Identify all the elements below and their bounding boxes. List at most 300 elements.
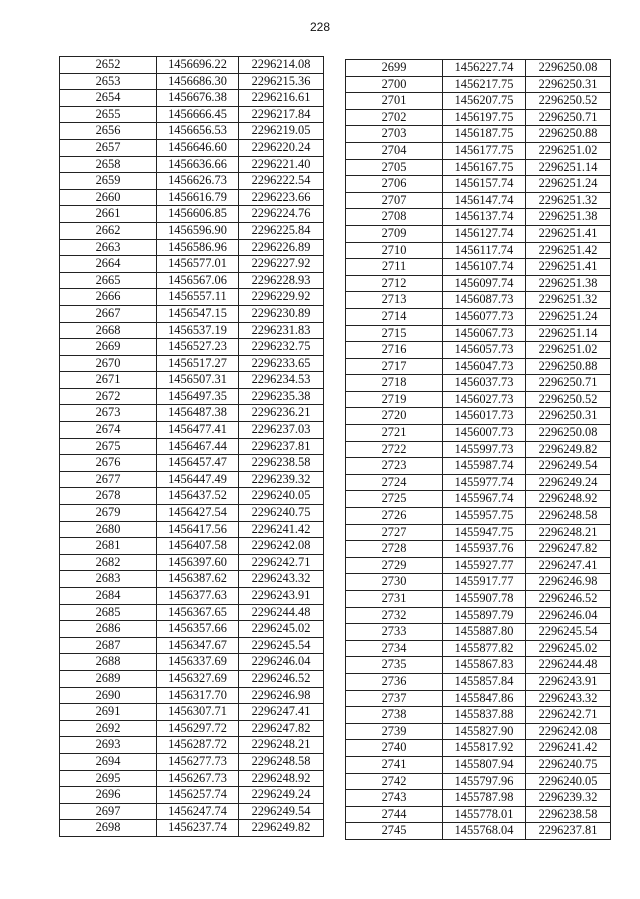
table-row [346, 60, 611, 77]
table-row [60, 720, 324, 737]
y-coordinate-cell: 2296250.52 [526, 391, 611, 408]
table-row [346, 126, 611, 143]
point-number-cell: 2738 [346, 707, 443, 724]
point-number-cell: 2714 [346, 308, 443, 325]
y-coordinate-cell: 2296220.24 [239, 139, 324, 156]
table-row [346, 690, 611, 707]
point-number-cell: 2699 [346, 60, 443, 77]
x-coordinate-cell: 1456407.58 [157, 538, 239, 555]
y-coordinate-cell: 2296250.88 [526, 126, 611, 143]
table-row [346, 209, 611, 226]
x-coordinate-cell: 1456337.69 [157, 654, 239, 671]
table-row [60, 687, 324, 704]
y-coordinate-cell: 2296249.24 [239, 787, 324, 804]
table-row [60, 621, 324, 638]
x-coordinate-cell: 1455837.88 [443, 707, 526, 724]
table-row [346, 225, 611, 242]
table-row [346, 425, 611, 442]
point-number-cell: 2703 [346, 126, 443, 143]
x-coordinate-cell: 1455967.74 [443, 491, 526, 508]
table-row [60, 305, 324, 322]
x-coordinate-cell: 1456247.74 [157, 803, 239, 820]
table-row [60, 505, 324, 522]
y-coordinate-cell: 2296250.08 [526, 425, 611, 442]
point-number-cell: 2682 [60, 554, 157, 571]
y-coordinate-cell: 2296238.58 [526, 806, 611, 823]
x-coordinate-cell: 1455977.74 [443, 474, 526, 491]
table-row [346, 790, 611, 807]
x-coordinate-cell: 1455877.82 [443, 640, 526, 657]
y-coordinate-cell: 2296247.82 [239, 720, 324, 737]
table-row [346, 740, 611, 757]
point-number-cell: 2705 [346, 159, 443, 176]
point-number-cell: 2713 [346, 292, 443, 309]
x-coordinate-cell: 1456656.53 [157, 123, 239, 140]
x-coordinate-cell: 1456417.56 [157, 521, 239, 538]
y-coordinate-cell: 2296250.71 [526, 375, 611, 392]
table-row [346, 673, 611, 690]
x-coordinate-cell: 1456527.23 [157, 339, 239, 356]
point-number-cell: 2745 [346, 823, 443, 840]
y-coordinate-cell: 2296237.03 [239, 422, 324, 439]
table-row [60, 637, 324, 654]
table-row [60, 123, 324, 140]
y-coordinate-cell: 2296250.52 [526, 93, 611, 110]
y-coordinate-cell: 2296251.14 [526, 159, 611, 176]
y-coordinate-cell: 2296246.04 [526, 607, 611, 624]
x-coordinate-cell: 1456567.06 [157, 272, 239, 289]
x-coordinate-cell: 1456537.19 [157, 322, 239, 339]
x-coordinate-cell: 1456696.22 [157, 57, 239, 74]
point-number-cell: 2725 [346, 491, 443, 508]
x-coordinate-cell: 1455857.84 [443, 673, 526, 690]
y-coordinate-cell: 2296246.98 [526, 574, 611, 591]
x-coordinate-cell: 1456666.45 [157, 106, 239, 123]
table-row [60, 173, 324, 190]
point-number-cell: 2652 [60, 57, 157, 74]
point-number-cell: 2672 [60, 388, 157, 405]
x-coordinate-cell: 1456427.54 [157, 505, 239, 522]
point-number-cell: 2737 [346, 690, 443, 707]
table-row [346, 773, 611, 790]
x-coordinate-cell: 1456257.74 [157, 787, 239, 804]
y-coordinate-cell: 2296229.92 [239, 289, 324, 306]
table-row [346, 325, 611, 342]
point-number-cell: 2706 [346, 176, 443, 193]
table-row [60, 106, 324, 123]
point-number-cell: 2656 [60, 123, 157, 140]
table-row [60, 289, 324, 306]
x-coordinate-cell: 1456686.30 [157, 73, 239, 90]
y-coordinate-cell: 2296242.08 [526, 723, 611, 740]
x-coordinate-cell: 1456267.73 [157, 770, 239, 787]
y-coordinate-cell: 2296222.54 [239, 173, 324, 190]
x-coordinate-cell: 1456017.73 [443, 408, 526, 425]
point-number-cell: 2683 [60, 571, 157, 588]
point-number-cell: 2694 [60, 753, 157, 770]
table-row [346, 541, 611, 558]
table-row [60, 206, 324, 223]
x-coordinate-cell: 1456397.60 [157, 554, 239, 571]
point-number-cell: 2733 [346, 624, 443, 641]
x-coordinate-cell: 1456586.96 [157, 239, 239, 256]
point-number-cell: 2695 [60, 770, 157, 787]
x-coordinate-cell: 1456297.72 [157, 720, 239, 737]
x-coordinate-cell: 1456147.74 [443, 192, 526, 209]
x-coordinate-cell: 1456137.74 [443, 209, 526, 226]
x-coordinate-cell: 1456097.74 [443, 275, 526, 292]
y-coordinate-cell: 2296247.41 [239, 704, 324, 721]
y-coordinate-cell: 2296240.05 [526, 773, 611, 790]
point-number-cell: 2673 [60, 405, 157, 422]
point-number-cell: 2707 [346, 192, 443, 209]
point-number-cell: 2728 [346, 541, 443, 558]
y-coordinate-cell: 2296251.38 [526, 275, 611, 292]
table-row [60, 355, 324, 372]
y-coordinate-cell: 2296251.02 [526, 142, 611, 159]
x-coordinate-cell: 1456447.49 [157, 471, 239, 488]
x-coordinate-cell: 1455847.86 [443, 690, 526, 707]
x-coordinate-cell: 1456387.62 [157, 571, 239, 588]
table-row [60, 538, 324, 555]
y-coordinate-cell: 2296246.04 [239, 654, 324, 671]
table-row [346, 275, 611, 292]
table-row [346, 375, 611, 392]
y-coordinate-cell: 2296251.24 [526, 176, 611, 193]
x-coordinate-cell: 1455817.92 [443, 740, 526, 757]
table-row [346, 508, 611, 525]
point-number-cell: 2696 [60, 787, 157, 804]
y-coordinate-cell: 2296225.84 [239, 222, 324, 239]
point-number-cell: 2680 [60, 521, 157, 538]
x-coordinate-cell: 1456636.66 [157, 156, 239, 173]
point-number-cell: 2717 [346, 358, 443, 375]
coordinate-table-right [345, 59, 611, 840]
x-coordinate-cell: 1456367.65 [157, 604, 239, 621]
table-row [60, 588, 324, 605]
y-coordinate-cell: 2296249.82 [239, 820, 324, 837]
y-coordinate-cell: 2296247.82 [526, 541, 611, 558]
point-number-cell: 2669 [60, 339, 157, 356]
y-coordinate-cell: 2296245.02 [239, 621, 324, 638]
x-coordinate-cell: 1456227.74 [443, 60, 526, 77]
x-coordinate-cell: 1455997.73 [443, 441, 526, 458]
table-row [346, 524, 611, 541]
y-coordinate-cell: 2296249.54 [239, 803, 324, 820]
point-number-cell: 2665 [60, 272, 157, 289]
x-coordinate-cell: 1456377.63 [157, 588, 239, 605]
x-coordinate-cell: 1456237.74 [157, 820, 239, 837]
table-row [60, 654, 324, 671]
y-coordinate-cell: 2296233.65 [239, 355, 324, 372]
point-number-cell: 2657 [60, 139, 157, 156]
table-row [346, 707, 611, 724]
point-number-cell: 2715 [346, 325, 443, 342]
table-row [60, 770, 324, 787]
y-coordinate-cell: 2296240.05 [239, 488, 324, 505]
point-number-cell: 2742 [346, 773, 443, 790]
y-coordinate-cell: 2296249.82 [526, 441, 611, 458]
table-row [60, 239, 324, 256]
y-coordinate-cell: 2296246.98 [239, 687, 324, 704]
y-coordinate-cell: 2296251.32 [526, 192, 611, 209]
x-coordinate-cell: 1456497.35 [157, 388, 239, 405]
table-row [346, 723, 611, 740]
point-number-cell: 2720 [346, 408, 443, 425]
y-coordinate-cell: 2296244.48 [526, 657, 611, 674]
x-coordinate-cell: 1456437.52 [157, 488, 239, 505]
point-number-cell: 2712 [346, 275, 443, 292]
point-number-cell: 2700 [346, 76, 443, 93]
y-coordinate-cell: 2296232.75 [239, 339, 324, 356]
point-number-cell: 2691 [60, 704, 157, 721]
x-coordinate-cell: 1455887.80 [443, 624, 526, 641]
point-number-cell: 2677 [60, 471, 157, 488]
x-coordinate-cell: 1456457.47 [157, 455, 239, 472]
table-row [60, 272, 324, 289]
point-number-cell: 2739 [346, 723, 443, 740]
x-coordinate-cell: 1456087.73 [443, 292, 526, 309]
x-coordinate-cell: 1456327.69 [157, 670, 239, 687]
table-row [346, 159, 611, 176]
table-row [346, 823, 611, 840]
point-number-cell: 2689 [60, 670, 157, 687]
table-row [346, 93, 611, 110]
x-coordinate-cell: 1455947.75 [443, 524, 526, 541]
point-number-cell: 2693 [60, 737, 157, 754]
x-coordinate-cell: 1455937.76 [443, 541, 526, 558]
y-coordinate-cell: 2296250.31 [526, 76, 611, 93]
x-coordinate-cell: 1456047.73 [443, 358, 526, 375]
x-coordinate-cell: 1456117.74 [443, 242, 526, 259]
y-coordinate-cell: 2296240.75 [526, 756, 611, 773]
y-coordinate-cell: 2296236.21 [239, 405, 324, 422]
table-row [346, 259, 611, 276]
point-number-cell: 2675 [60, 438, 157, 455]
table-row [346, 491, 611, 508]
table-row [346, 756, 611, 773]
x-coordinate-cell: 1455897.79 [443, 607, 526, 624]
x-coordinate-cell: 1456037.73 [443, 375, 526, 392]
point-number-cell: 2661 [60, 206, 157, 223]
x-coordinate-cell: 1455917.77 [443, 574, 526, 591]
x-coordinate-cell: 1456616.79 [157, 189, 239, 206]
y-coordinate-cell: 2296248.58 [239, 753, 324, 770]
x-coordinate-cell: 1455787.98 [443, 790, 526, 807]
point-number-cell: 2668 [60, 322, 157, 339]
y-coordinate-cell: 2296227.92 [239, 256, 324, 273]
point-number-cell: 2740 [346, 740, 443, 757]
point-number-cell: 2697 [60, 803, 157, 820]
point-number-cell: 2670 [60, 355, 157, 372]
y-coordinate-cell: 2296243.91 [239, 588, 324, 605]
y-coordinate-cell: 2296237.81 [526, 823, 611, 840]
y-coordinate-cell: 2296250.88 [526, 358, 611, 375]
table-row [60, 803, 324, 820]
x-coordinate-cell: 1455927.77 [443, 557, 526, 574]
x-coordinate-cell: 1456577.01 [157, 256, 239, 273]
point-number-cell: 2688 [60, 654, 157, 671]
table-row [346, 176, 611, 193]
point-number-cell: 2690 [60, 687, 157, 704]
table-row [346, 242, 611, 259]
table-row [60, 571, 324, 588]
point-number-cell: 2730 [346, 574, 443, 591]
y-coordinate-cell: 2296248.92 [526, 491, 611, 508]
table-row [60, 57, 324, 74]
table-row [346, 458, 611, 475]
table-row [60, 704, 324, 721]
y-coordinate-cell: 2296243.32 [239, 571, 324, 588]
y-coordinate-cell: 2296230.89 [239, 305, 324, 322]
point-number-cell: 2719 [346, 391, 443, 408]
point-number-cell: 2660 [60, 189, 157, 206]
table-row [346, 109, 611, 126]
table-row [346, 557, 611, 574]
point-number-cell: 2684 [60, 588, 157, 605]
x-coordinate-cell: 1456157.74 [443, 176, 526, 193]
x-coordinate-cell: 1456217.75 [443, 76, 526, 93]
y-coordinate-cell: 2296250.31 [526, 408, 611, 425]
point-number-cell: 2724 [346, 474, 443, 491]
x-coordinate-cell: 1456596.90 [157, 222, 239, 239]
page-number: 228 [309, 20, 331, 34]
x-coordinate-cell: 1456487.38 [157, 405, 239, 422]
point-number-cell: 2686 [60, 621, 157, 638]
y-coordinate-cell: 2296238.58 [239, 455, 324, 472]
x-coordinate-cell: 1456127.74 [443, 225, 526, 242]
table-row [60, 422, 324, 439]
y-coordinate-cell: 2296221.40 [239, 156, 324, 173]
y-coordinate-cell: 2296240.75 [239, 505, 324, 522]
table-row [346, 474, 611, 491]
x-coordinate-cell: 1456077.73 [443, 308, 526, 325]
y-coordinate-cell: 2296248.21 [526, 524, 611, 541]
x-coordinate-cell: 1456606.85 [157, 206, 239, 223]
point-number-cell: 2653 [60, 73, 157, 90]
point-number-cell: 2676 [60, 455, 157, 472]
coordinate-table-left [59, 56, 324, 837]
point-number-cell: 2655 [60, 106, 157, 123]
table-row [346, 358, 611, 375]
point-number-cell: 2723 [346, 458, 443, 475]
y-coordinate-cell: 2296250.08 [526, 60, 611, 77]
point-number-cell: 2716 [346, 342, 443, 359]
table-row [60, 787, 324, 804]
point-number-cell: 2741 [346, 756, 443, 773]
x-coordinate-cell: 1456676.38 [157, 90, 239, 107]
y-coordinate-cell: 2296215.36 [239, 73, 324, 90]
point-number-cell: 2710 [346, 242, 443, 259]
point-number-cell: 2727 [346, 524, 443, 541]
point-number-cell: 2671 [60, 372, 157, 389]
x-coordinate-cell: 1455807.94 [443, 756, 526, 773]
point-number-cell: 2685 [60, 604, 157, 621]
y-coordinate-cell: 2296246.52 [239, 670, 324, 687]
x-coordinate-cell: 1456027.73 [443, 391, 526, 408]
table-row [346, 591, 611, 608]
y-coordinate-cell: 2296251.41 [526, 259, 611, 276]
x-coordinate-cell: 1456347.67 [157, 637, 239, 654]
y-coordinate-cell: 2296226.89 [239, 239, 324, 256]
x-coordinate-cell: 1456107.74 [443, 259, 526, 276]
table-row [60, 554, 324, 571]
x-coordinate-cell: 1456646.60 [157, 139, 239, 156]
point-number-cell: 2666 [60, 289, 157, 306]
x-coordinate-cell: 1456207.75 [443, 93, 526, 110]
x-coordinate-cell: 1455797.96 [443, 773, 526, 790]
y-coordinate-cell: 2296242.08 [239, 538, 324, 555]
y-coordinate-cell: 2296247.41 [526, 557, 611, 574]
x-coordinate-cell: 1456357.66 [157, 621, 239, 638]
y-coordinate-cell: 2296216.61 [239, 90, 324, 107]
table-row [346, 408, 611, 425]
x-coordinate-cell: 1456167.75 [443, 159, 526, 176]
point-number-cell: 2722 [346, 441, 443, 458]
point-number-cell: 2698 [60, 820, 157, 837]
y-coordinate-cell: 2296245.54 [239, 637, 324, 654]
table-row [60, 488, 324, 505]
y-coordinate-cell: 2296246.52 [526, 591, 611, 608]
y-coordinate-cell: 2296251.02 [526, 342, 611, 359]
point-number-cell: 2702 [346, 109, 443, 126]
point-number-cell: 2681 [60, 538, 157, 555]
point-number-cell: 2687 [60, 637, 157, 654]
y-coordinate-cell: 2296241.42 [239, 521, 324, 538]
y-coordinate-cell: 2296251.24 [526, 308, 611, 325]
y-coordinate-cell: 2296245.02 [526, 640, 611, 657]
y-coordinate-cell: 2296242.71 [239, 554, 324, 571]
y-coordinate-cell: 2296244.48 [239, 604, 324, 621]
table-row [60, 256, 324, 273]
table-row [60, 455, 324, 472]
table-row [346, 342, 611, 359]
table-row [60, 322, 324, 339]
point-number-cell: 2731 [346, 591, 443, 608]
y-coordinate-cell: 2296228.93 [239, 272, 324, 289]
point-number-cell: 2659 [60, 173, 157, 190]
point-number-cell: 2658 [60, 156, 157, 173]
y-coordinate-cell: 2296235.38 [239, 388, 324, 405]
x-coordinate-cell: 1456547.15 [157, 305, 239, 322]
x-coordinate-cell: 1455907.78 [443, 591, 526, 608]
point-number-cell: 2667 [60, 305, 157, 322]
x-coordinate-cell: 1456177.75 [443, 142, 526, 159]
y-coordinate-cell: 2296223.66 [239, 189, 324, 206]
y-coordinate-cell: 2296251.38 [526, 209, 611, 226]
x-coordinate-cell: 1456287.72 [157, 737, 239, 754]
point-number-cell: 2721 [346, 425, 443, 442]
x-coordinate-cell: 1456307.71 [157, 704, 239, 721]
y-coordinate-cell: 2296224.76 [239, 206, 324, 223]
y-coordinate-cell: 2296251.42 [526, 242, 611, 259]
table-row [346, 76, 611, 93]
x-coordinate-cell: 1456317.70 [157, 687, 239, 704]
table-row [60, 73, 324, 90]
point-number-cell: 2679 [60, 505, 157, 522]
x-coordinate-cell: 1456067.73 [443, 325, 526, 342]
y-coordinate-cell: 2296239.32 [239, 471, 324, 488]
y-coordinate-cell: 2296249.54 [526, 458, 611, 475]
point-number-cell: 2732 [346, 607, 443, 624]
table-row [346, 624, 611, 641]
y-coordinate-cell: 2296219.05 [239, 123, 324, 140]
point-number-cell: 2692 [60, 720, 157, 737]
y-coordinate-cell: 2296248.21 [239, 737, 324, 754]
x-coordinate-cell: 1456517.27 [157, 355, 239, 372]
y-coordinate-cell: 2296251.32 [526, 292, 611, 309]
y-coordinate-cell: 2296214.08 [239, 57, 324, 74]
